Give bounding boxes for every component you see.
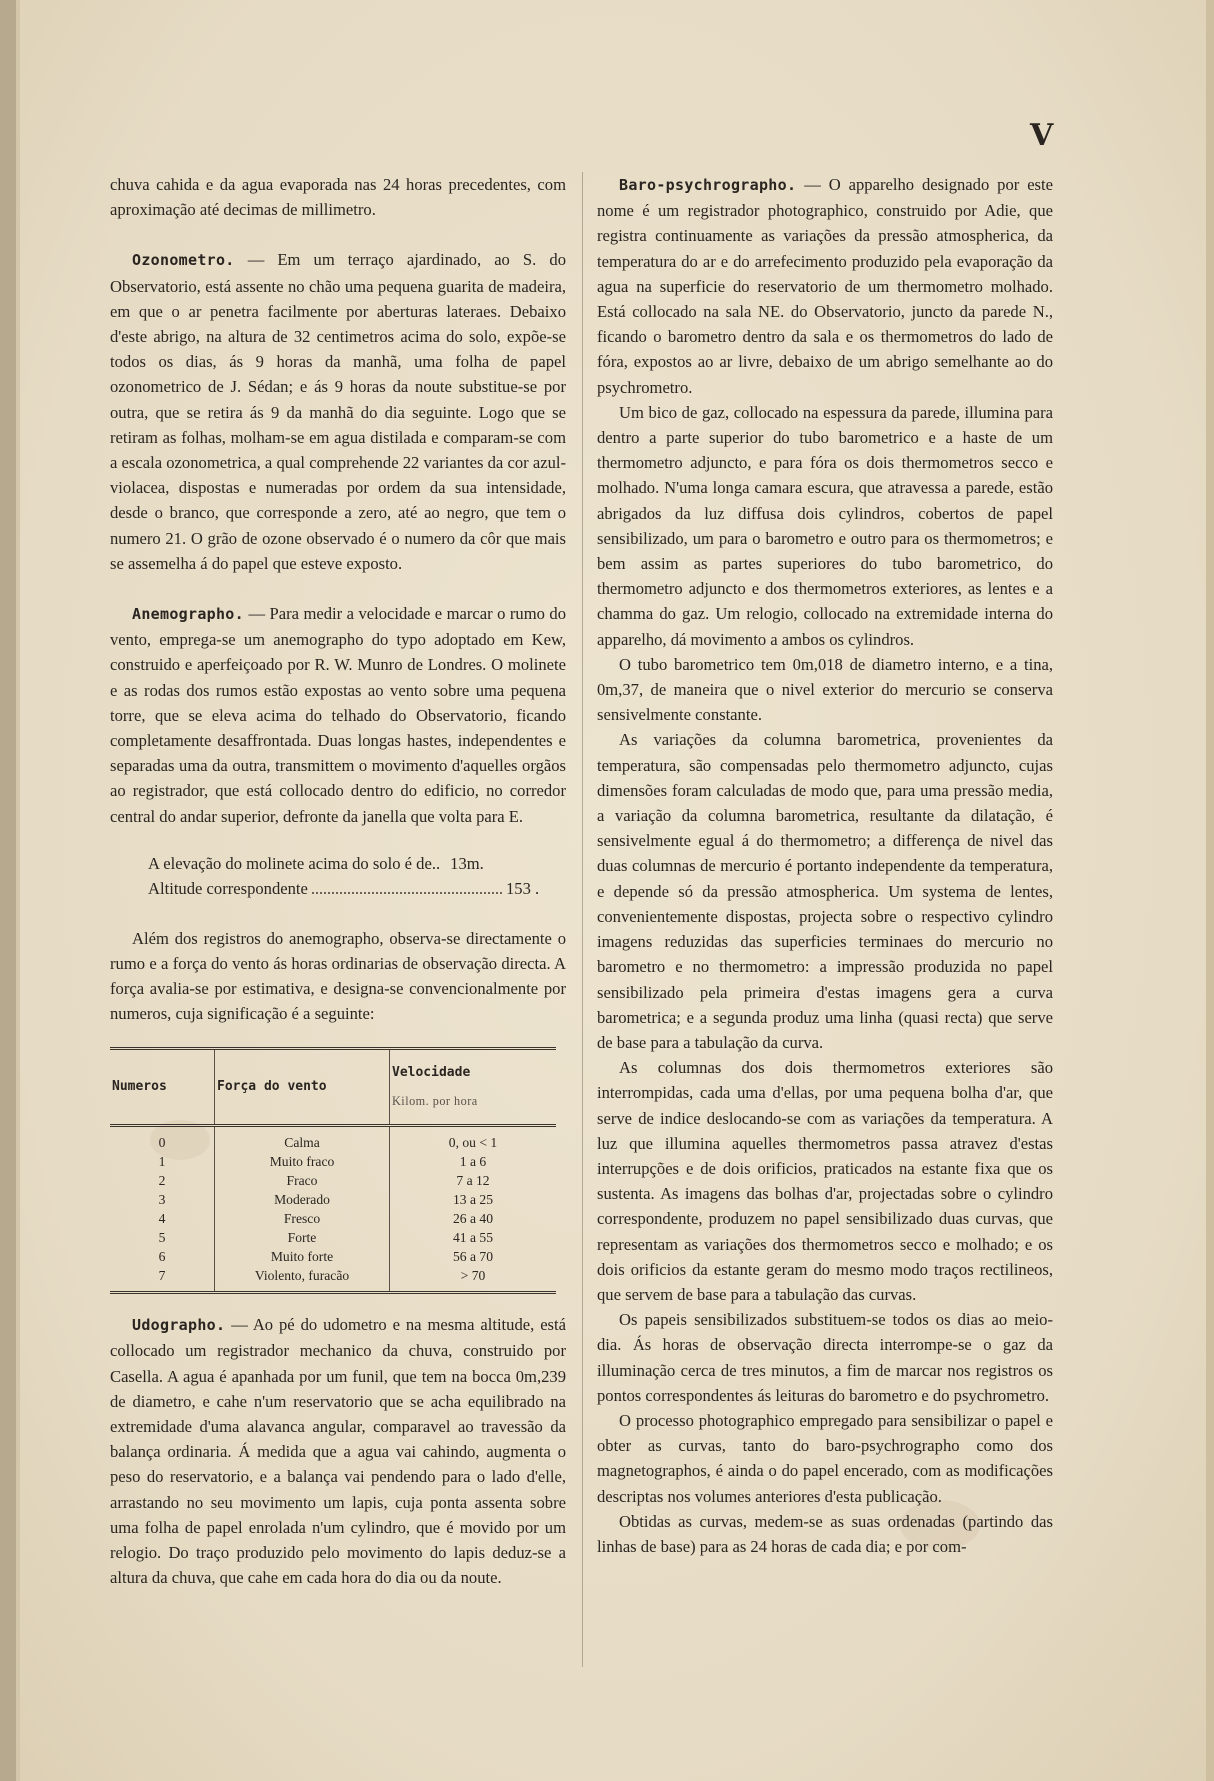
cell-velocidade: 41 a 55 bbox=[390, 1228, 557, 1247]
papeis-paragraph: Os papeis sensibilizados substituem-se todos os dias ao meio-dia. Ás horas de observação directa interrompe-se o gaz da illuminação cerca de tres minutos, a fim de marcar nos registros os pontos correspondentes ás leituras do barometro e do psychrometro. bbox=[597, 1310, 1053, 1405]
table-header-row bbox=[110, 1048, 556, 1125]
elevation-list bbox=[148, 851, 566, 901]
cell-velocidade: 56 a 70 bbox=[390, 1247, 557, 1266]
baro-text: — O apparelho designado por este nome é um registrador photographico, construido por Adie, que registra continuamente as variações da pressão atmospherica, da temperatura do ar e do arrefecimento produzido pela evaporação da agua na superficie do reservatorio de um thermometro molhado. Está collocado na sala NE. do Observatorio, juncto da parede N., ficando o barometro dentro da sala e os thermometros do lado de fóra, expostos ao ar livre, debaixo de um abrigo semelhante ao do psychrometro. bbox=[597, 175, 1053, 397]
cell-velocidade: 7 a 12 bbox=[390, 1171, 557, 1190]
anemographo-paragraph bbox=[110, 601, 566, 829]
table-row bbox=[110, 1209, 556, 1228]
registros-paragraph: Além dos registros do anemographo, observa-se directamente o rumo e a força do vento ás horas ordinarias de observação directa. A força avalia-se por estimativa, e designa-se convencionalmente por numeros, cuja significação é a seguinte: bbox=[110, 928, 566, 1024]
ozonometro-paragraph bbox=[110, 247, 566, 576]
baro-heading: Baro-psychrographo. bbox=[619, 176, 797, 194]
elevation-label: A elevação do molinete acima do solo é de.. bbox=[148, 853, 441, 873]
page-right-edge bbox=[1206, 0, 1214, 1781]
elevation-row bbox=[148, 851, 566, 876]
cell-forca: Violento, furacão bbox=[215, 1266, 390, 1293]
processo-paragraph: O processo photographico empregado para sensibilizar o papel e obter as curvas, tanto do baro-psychrographo como dos magnetographos, é ainda o do papel encerado, com as modificações descriptas nos volumes anteriores d'esta publicação. bbox=[597, 1410, 1053, 1506]
cell-numero: 6 bbox=[158, 1249, 166, 1265]
ozonometro-heading: Ozonometro. bbox=[132, 251, 235, 270]
header-velocidade-unit: Kilom. por hora bbox=[392, 1093, 478, 1108]
cell-numero: 3 bbox=[158, 1192, 166, 1208]
udographo-text: — Ao pé do udometro e na mesma altitude, está collocado um registrador mechanico da chuva, construido por Casella. A agua é apanhada por um funil, que tem na bocca 0m,239 de diametro, e cahe n'um reservatorio que se acha equilibrado na extremidade d'uma alavanca angular, comparavel ao travessão da balança ordinaria. Á medida que a agua vai cahindo, augmenta o peso do reservatorio, e a balança vai pendendo para o lado d'elle, arrastando no seu movimento um lapis, cuja ponta assenta sobre uma folha de papel enrolada n'um cylindro, que é movido por um relogio. Do traço produzido pelo movimento do lapis deduz-se a altura da chuva, que cahe em cada hora do dia ou da noute. bbox=[110, 1315, 566, 1588]
header-velocidade bbox=[390, 1048, 557, 1125]
intro-paragraph: chuva cahida e da agua evaporada nas 24 horas precedentes, com aproximação até decimas de millimetro. bbox=[110, 175, 566, 220]
altitude-label: Altitude correspondente bbox=[148, 878, 308, 898]
table-row bbox=[110, 1247, 556, 1266]
wind-force-table bbox=[110, 1047, 556, 1294]
cell-forca: Forte bbox=[215, 1228, 390, 1247]
anemographo-heading: Anemographo. bbox=[132, 605, 244, 624]
altitude-row bbox=[148, 876, 566, 901]
page-binding-edge bbox=[0, 0, 16, 1781]
table-row bbox=[110, 1126, 556, 1153]
anemographo-text: — Para medir a velocidade e marcar o rumo do vento, emprega-se um anemographo do typo adoptado em Kew, construido e aperfeiçoado por R. W. Munro de Londres. O molinete e as rodas dos rumos estão expostas ao vento sobre uma pequena torre, que se eleva acima do telhado do Observatorio, ficando completamente desaffrontada. Duas longas hastes, independentes e separadas uma da outra, transmittem o movimento d'aquelles orgãos ao registrador, que está collocado dentro do edificio, no corredor central do andar superior, defronte da janella que volta para E. bbox=[110, 604, 566, 826]
baro-paragraph bbox=[597, 172, 1053, 400]
table-row bbox=[110, 1152, 556, 1171]
table-row bbox=[110, 1171, 556, 1190]
header-velocidade-label: Velocidade bbox=[392, 1064, 471, 1080]
left-column bbox=[110, 172, 566, 1590]
cell-velocidade: 1 a 6 bbox=[390, 1152, 557, 1171]
column-divider bbox=[582, 172, 583, 1667]
obtidas-paragraph: Obtidas as curvas, medem-se as suas ordenadas (partindo das linhas de base) para as 24 horas de cada dia; e por com- bbox=[597, 1511, 1053, 1556]
page-binding-shadow bbox=[16, 0, 20, 1781]
udographo-heading: Udographo. bbox=[132, 1316, 226, 1335]
cell-numero: 4 bbox=[158, 1211, 166, 1227]
cell-forca: Muito forte bbox=[215, 1247, 390, 1266]
cell-numero: 5 bbox=[158, 1230, 166, 1246]
cell-forca: Calma bbox=[215, 1126, 390, 1153]
variacoes-paragraph: As variações da columna barometrica, provenientes da temperatura, são compensadas pelo thermometro adjuncto, cujas dimensões foram calculadas de modo que, para uma pressão media, a variação da columna barometrica, resultante da dilatação, é sensivelmente egual á do thermometro; a differença de nivel das duas columnas de mercurio é portanto independente da temperatura, e depende só da pressão atmospherica. Um systema de lentes, convenientemente dispostas, projecta sobre o respectivo cylindro imagens reduzidas das superficies terminaes do mercurio no barometro e no thermometro: a impressão produzida no papel sensibilizado pela primeira d'estas imagens gera a curva barometrica; e a segunda produz uma linha (quasi recta) que serve de base para a tabulação da curva. bbox=[597, 730, 1053, 1052]
cell-forca: Fresco bbox=[215, 1209, 390, 1228]
gaz-paragraph: Um bico de gaz, collocado na espessura da parede, illumina para dentro a parte superior do tubo barometrico e a haste de um thermometro adjuncto, e para fóra os dois thermometros secco e molhado. N'uma longa camara escura, que atravessa a parede, estão abrigados da luz diffusa dois cylindros, cobertos de papel sensibilizado, um para o barometro e outro para os thermometros; e bem assim as partes superiores do tubo barometrico, do thermometro adjuncto e dos thermometros exteriores, as lentes e a chamma do gaz. Um relogio, collocado na extremidade interna do apparelho, dá movimento a ambos os cylindros. bbox=[597, 402, 1053, 649]
table-body bbox=[110, 1126, 556, 1293]
header-numeros: Numeros bbox=[110, 1048, 215, 1125]
altitude-value: 153 . bbox=[506, 878, 540, 898]
cell-forca: Moderado bbox=[215, 1190, 390, 1209]
table-row bbox=[110, 1266, 556, 1293]
cell-velocidade: 0, ou < 1 bbox=[390, 1126, 557, 1153]
table-row bbox=[110, 1190, 556, 1209]
columnas-paragraph: As columnas dos dois thermometros exteriores são interrompidas, cada uma d'ellas, por uma pequena bolha d'ar, que serve de indice deslocando-se com as variações da temperatura. A luz que illumina aquelles thermometros passa atravez d'estas interrupções e de dois orificios, praticados na estante fixa que os sustenta. As imagens das bolhas d'ar, projectadas sobre o cylindro correspondente, produzem no papel sensibilizado duas curvas, que representam as variações dos thermometros secco e molhado; e os dois orificios da estante geram do mesmo modo traços rectilineos, que servem de base para a tabulação das curvas. bbox=[597, 1058, 1053, 1304]
cell-numero: 7 bbox=[158, 1268, 166, 1284]
cell-velocidade: 26 a 40 bbox=[390, 1209, 557, 1228]
cell-velocidade: > 70 bbox=[390, 1266, 557, 1293]
udographo-paragraph bbox=[110, 1312, 566, 1590]
cell-forca: Muito fraco bbox=[215, 1152, 390, 1171]
cell-numero: 0 bbox=[158, 1135, 166, 1151]
page-number: V bbox=[1030, 118, 1054, 153]
cell-numero: 1 bbox=[158, 1154, 166, 1170]
cell-numero: 2 bbox=[158, 1173, 166, 1189]
tubo-paragraph: O tubo barometrico tem 0m,018 de diametro interno, e a tina, 0m,37, de maneira que o nivel exterior do mercurio se conserva sensivelmente constante. bbox=[597, 654, 1053, 725]
table-row bbox=[110, 1228, 556, 1247]
elevation-value: 13m. bbox=[450, 853, 484, 873]
cell-forca: Fraco bbox=[215, 1171, 390, 1190]
right-column bbox=[597, 172, 1053, 1559]
cell-velocidade: 13 a 25 bbox=[390, 1190, 557, 1209]
header-forca: Força do vento bbox=[215, 1048, 390, 1125]
leader-dots bbox=[312, 876, 502, 894]
ozonometro-text: — Em um terraço ajardinado, ao S. do Observatorio, está assente no chão uma pequena guarita de madeira, em que o ar penetra facilmente por aberturas lateraes. Debaixo d'este abrigo, na altura de 32 centimetros acima do solo, expõe-se todos os dias, ás 9 horas da manhã, uma folha de papel ozonometrico de J. Sédan; e ás 9 horas da noute substitue-se por outra, que se retira ás 9 da manhã do dia seguinte. Logo que se retiram as folhas, molham-se em agua distilada e comparam-se com a escala ozonometrica, a qual comprehende 22 variantes da cor azul-violacea, dispostas e numeradas por ordem da sua intensidade, desde o branco, que corresponde a zero, até ao negro, que tem o numero 21. O grão de ozone observado é o numero da côr que mais se assemelha á do papel que esteve exposto. bbox=[110, 250, 566, 573]
